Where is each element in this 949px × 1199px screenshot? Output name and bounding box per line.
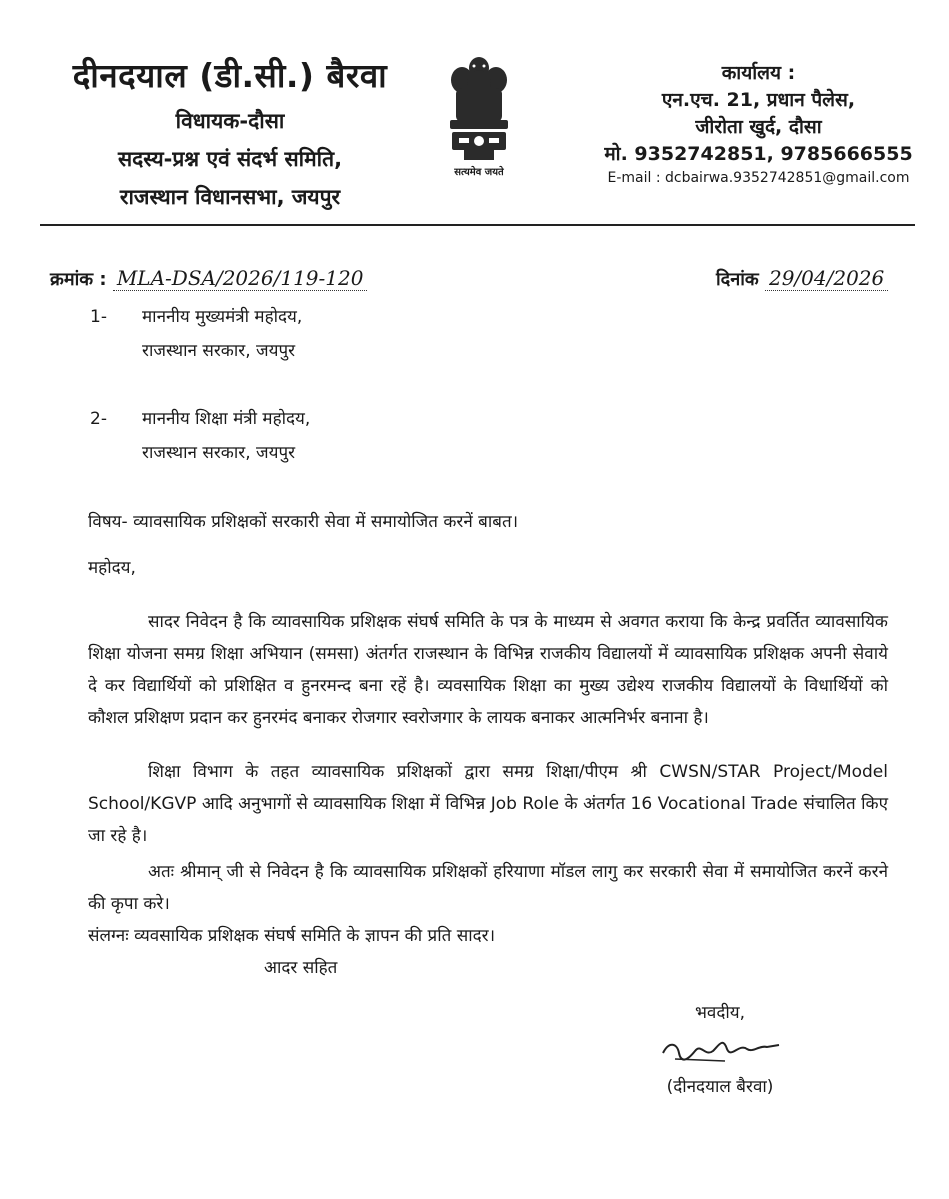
sender-designation: विधायक-दौसा: [175, 109, 285, 133]
subject-line: विषय- व्यावसायिक प्रशिक्षकों सरकारी सेवा में समायोजित करनें बाबत।: [88, 512, 519, 532]
paragraph-3: अतः श्रीमान् जी से निवेदन है कि व्यावसायिक प्रशिक्षकों हरियाणा मॉडल लागु कर सरकारी सेवा में समायोजित करनें करने की कृपा करे।: [88, 862, 888, 914]
date-value: 29/04/2026: [765, 266, 888, 291]
office-label: कार्यालय :: [721, 62, 796, 84]
sender-block: [30, 52, 430, 211]
paragraph-2: शिक्षा विभाग के तहत व्यावसायिक प्रशिक्षकों द्वारा समग्र शिक्षा/पीएम श्री CWSN/STAR Project/Model School/KGVP आदि अनुभागों से व्यावसायिक शिक्षा में विभिन्न Job Role के अंतर्गत 16 Vocational Trade संचालित किए जा रहे है।: [88, 762, 888, 846]
salutation: महोदय,: [88, 558, 136, 578]
national-emblem-icon: [434, 50, 524, 180]
signature-mark: [655, 1023, 785, 1069]
reference-value: MLA-DSA/2026/119-120: [113, 266, 368, 291]
recipient-number: 1-: [90, 307, 107, 327]
recipient-title: माननीय शिक्षा मंत्री महोदय,: [142, 409, 311, 429]
header-divider: [40, 224, 915, 226]
closing-text: भवदीय,: [694, 1003, 746, 1023]
enclosure-line: संलग्नः व्यवसायिक प्रशिक्षक संघर्ष समिति के ज्ञापन की प्रति सादर।: [88, 926, 496, 946]
sender-assembly: राजस्थान विधानसभा, जयपुर: [119, 185, 341, 209]
regards-line: आदर सहित: [264, 958, 338, 978]
recipient-office: राजस्थान सरकार, जयपुर: [142, 341, 296, 361]
recipient-1: [90, 300, 302, 368]
office-block: [596, 60, 921, 188]
letter-body: [88, 506, 888, 984]
paragraph-1: सादर निवेदन है कि व्यावसायिक प्रशिक्षक संघर्ष समिति के पत्र के माध्यम से अवगत कराया कि केन्द्र प्रवर्तित व्यावसायिक शिक्षा योजना समग्र शिक्षा अभियान (समसा) अंतर्गत राजस्थान के विभिन्न राजकीय विद्यालयों में व्यावसायिक प्रशिक्षक अपनी सेवाये दे कर विद्यार्थियों को प्रशिक्षित व हुनरमन्द बना रहें है। व्यवसायिक शिक्षा का मुख्य उद्येश्य राजकीय विद्यालयों के विधार्थियों को कौशल प्रशिक्षण प्रदान कर हुनरमंद बनाकर रोजगार स्वरोजगार के लायक बनाकर आत्मनिर्भर बनाना है।: [88, 612, 888, 728]
office-phone: मो. 9352742851, 9785666555: [604, 143, 913, 165]
reference-number: [50, 266, 367, 291]
signature-block: [620, 1000, 820, 1097]
office-address-line-2: जीरोता खुर्द, दौसा: [695, 116, 822, 138]
emblem-caption: सत्यमेव जयते: [454, 167, 504, 178]
recipient-number: 2-: [90, 409, 107, 429]
sender-name: दीनदयाल (डी.सी.) बैरवा: [72, 56, 388, 95]
recipient-2: [90, 402, 310, 470]
signatory-name: (दीनदयाल बैरवा): [666, 1077, 774, 1097]
letter-date: [716, 266, 888, 291]
office-address-line-1: एन.एच. 21, प्रधान पैलेस,: [661, 89, 856, 111]
date-label: दिनांक: [716, 269, 759, 290]
office-email: E-mail : dcbairwa.9352742851@gmail.com: [607, 170, 910, 186]
recipient-office: राजस्थान सरकार, जयपुर: [142, 443, 296, 463]
reference-label: क्रमांक :: [50, 269, 107, 290]
sender-committee: सदस्य-प्रश्न एवं संदर्भ समिति,: [117, 147, 343, 171]
recipient-title: माननीय मुख्यमंत्री महोदय,: [142, 307, 303, 327]
